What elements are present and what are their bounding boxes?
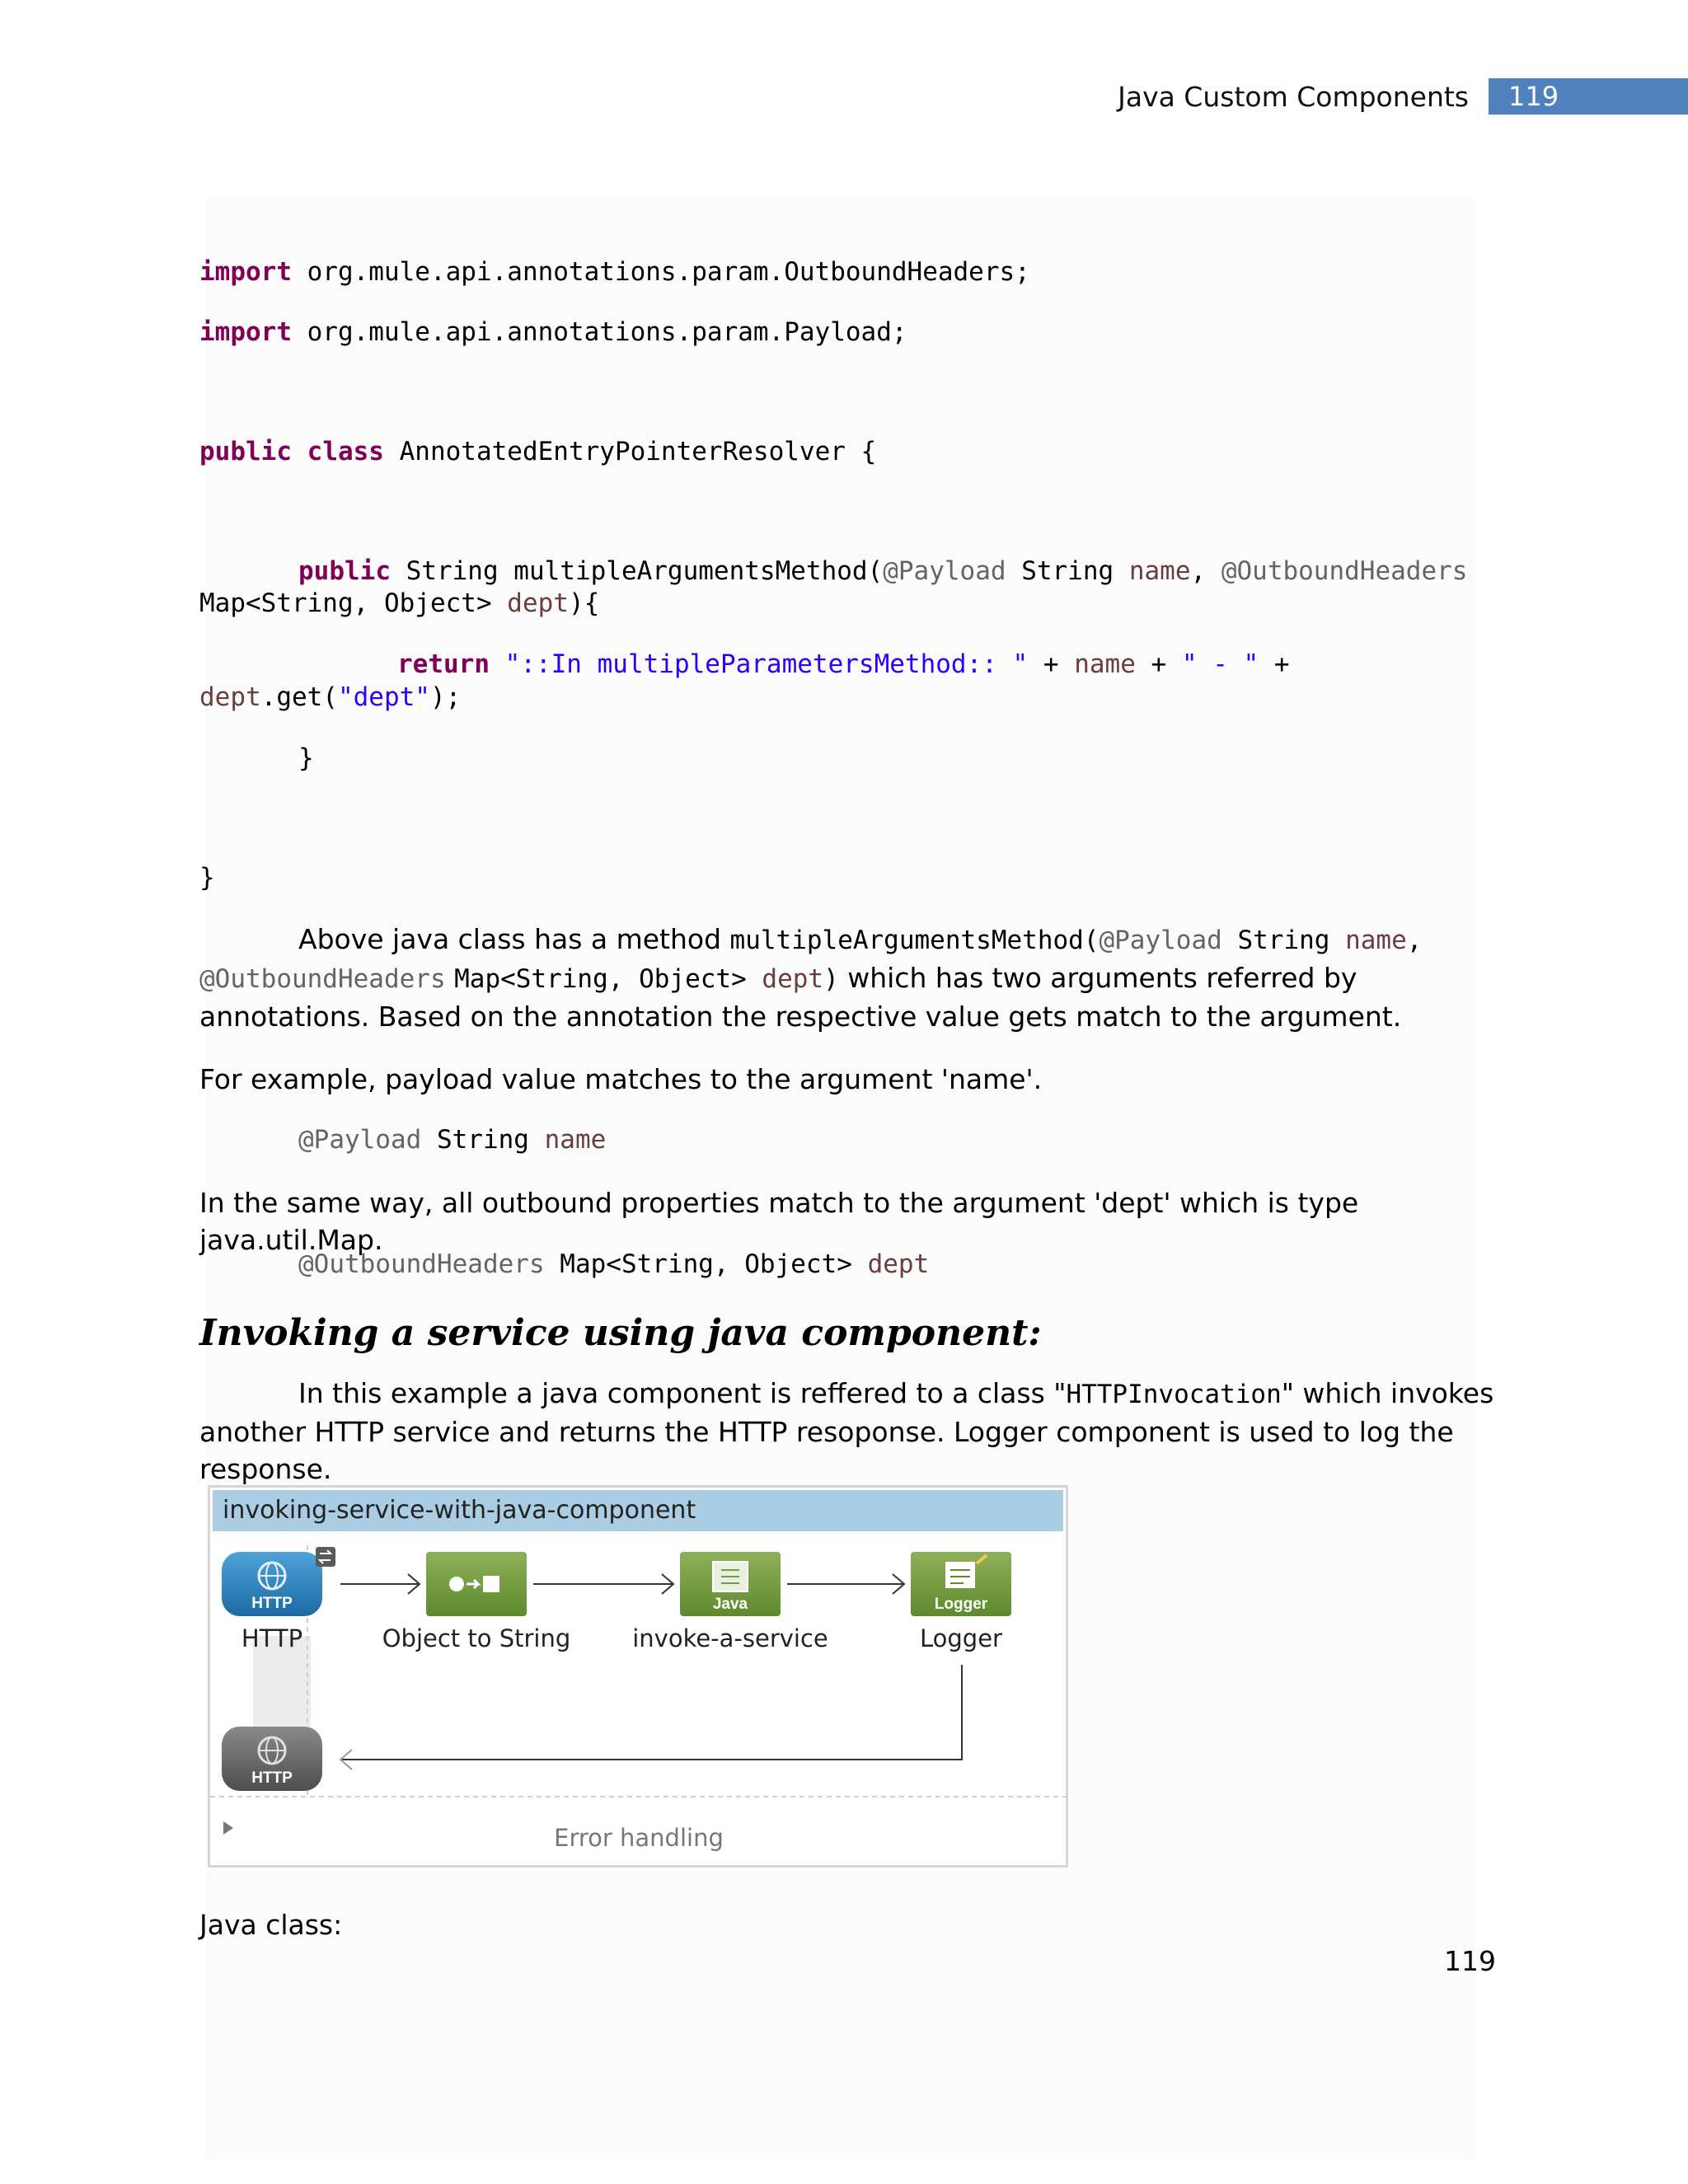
code-method-decl: public String multipleArgumentsMethod(@Payload String name, @OutboundHeaders [298,556,1468,586]
paragraph-explanation: Above java class has a method multipleArgumentsMethod(@Payload String name, @OutboundHeaders Map<String, Object> dept) which has two arguments referred by annotations. Based on the annotation the respective value gets match to the argument. [199,923,1423,1033]
flow-diagram [208,1485,1068,1868]
node-label-logger: Logger [920,1624,1002,1652]
flow-title: invoking-service-with-java-component [213,1490,1063,1531]
code-outbound-example: @OutboundHeaders Map<String, Object> dept [298,1249,930,1279]
svg-text:HTTP: HTTP [251,1769,293,1787]
section-heading: Invoking a service using java component: [199,1312,1042,1354]
node-label-object-to-string: Object to String [382,1624,571,1652]
code-return-cont: dept.get("dept"); [199,682,462,712]
header-page-number: 119 [1489,78,1688,115]
object-to-string-icon[interactable] [426,1552,527,1616]
paragraph-payload-example: For example, payload value matches to the argument 'name'. [199,1063,1043,1095]
node-label-invoke-a-service: invoke-a-service [632,1624,828,1652]
code-method-close: } [298,743,314,773]
svg-text:Logger: Logger [934,1596,988,1613]
code-import-1: import org.mule.api.annotations.param.OutboundHeaders; [199,257,1030,287]
error-handling-label[interactable]: Error handling [554,1824,724,1852]
http-response-icon [222,1727,322,1791]
svg-text:HTTP: HTTP [251,1595,293,1612]
header-title: Java Custom Components [1118,80,1469,113]
java-component-icon[interactable] [680,1552,781,1616]
logger-icon[interactable] [911,1552,1011,1616]
code-import-2: import org.mule.api.annotations.param.Payload; [199,317,907,347]
code-method-decl-cont: Map<String, Object> dept){ [199,588,600,618]
http-inbound-icon[interactable] [222,1552,322,1616]
paragraph-java-component: In this example a java component is reffered to a class "HTTPInvocation" which invokes another HTTP service and returns the HTTP resoponse. Logger component is used to log the response. [199,1377,1494,1485]
footer-page-number: 119 [1444,1945,1496,1977]
running-header [1118,76,1688,117]
exchange-pattern-icon [316,1547,335,1567]
node-label-http: HTTP [241,1624,303,1652]
paragraph-java-class: Java class: [199,1909,343,1941]
paragraph-outbound-example: In the same way, all outbound properties match to the argument 'dept' which is type java.util.Map. [199,1187,1359,1256]
svg-text:Java: Java [712,1596,748,1613]
code-return: return "::In multipleParametersMethod:: " + name + " - " + [397,649,1290,679]
flow-canvas [210,1488,1066,1865]
code-class-close: } [199,863,215,893]
code-payload-example: @Payload String name [298,1125,607,1155]
code-class-decl: public class AnnotatedEntryPointerResolver { [199,437,877,466]
